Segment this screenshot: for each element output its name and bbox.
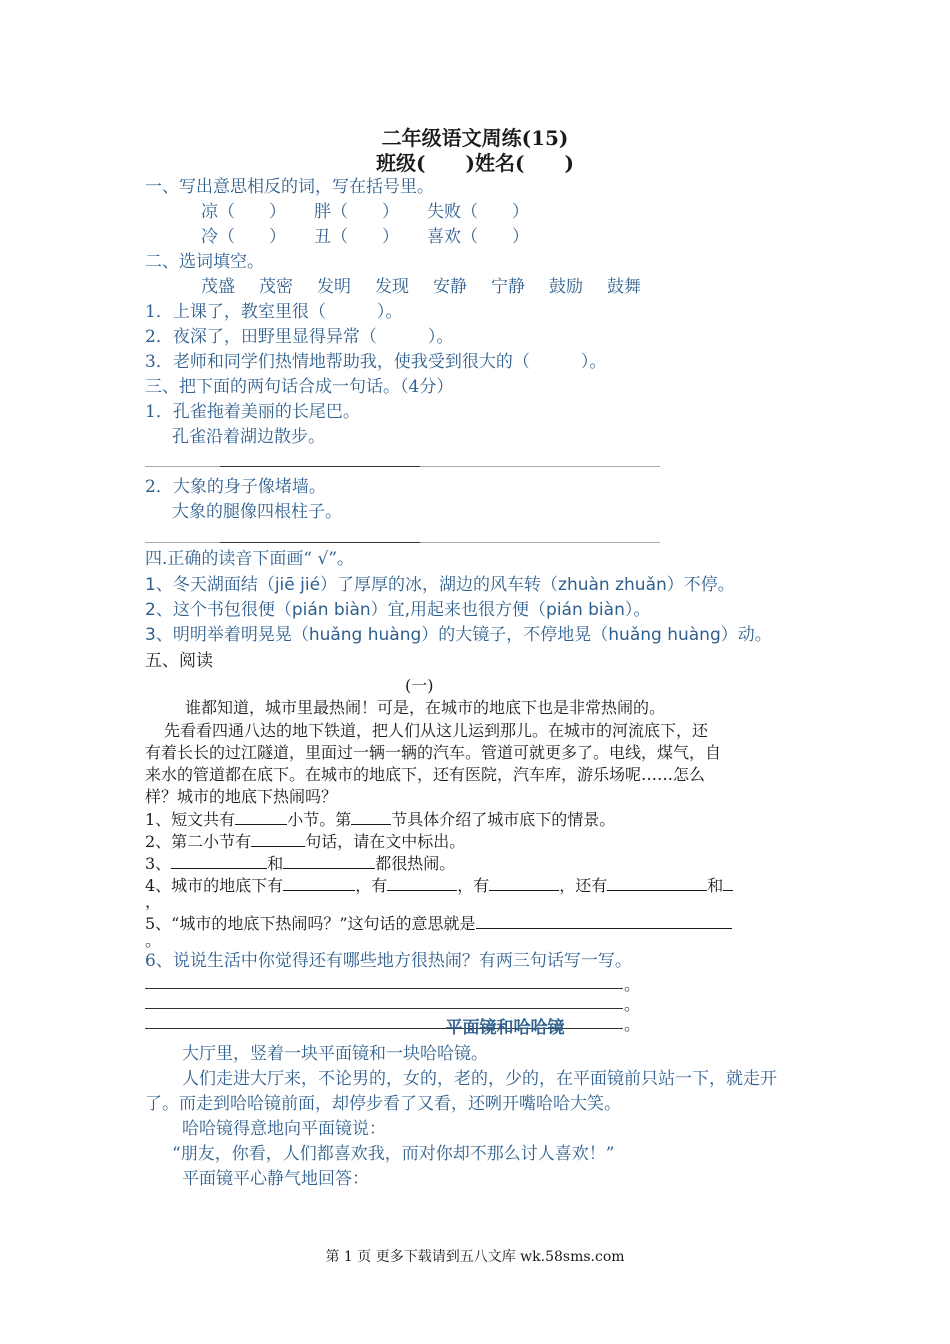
pinyin-question-1: 1、冬天湖面结（jiē jié）了厚厚的冰，湖边的风车转（zhuàn zhuǎn）不停。	[145, 575, 735, 595]
antonym-item: 胖（ ）	[314, 202, 399, 222]
section1-heading: 一、写出意思相反的词，写在括号里。	[145, 177, 434, 197]
reading-question-5-cont: 。	[145, 931, 162, 950]
reading-paragraph-2-line: 来水的管道都在底下。在城市的地底下，还有医院，汽车库，游乐场呢……怎么	[145, 765, 706, 784]
word-bank-item: 鼓励	[549, 277, 583, 297]
pinyin-question-3: 3、明明举着明晃晃（huǎng huàng）的大镜子，不停地晃（huǎng huàng）动。	[145, 625, 772, 645]
answer-line-emphasis	[220, 466, 420, 467]
combine-a-sentence-1: 1．孔雀拖着美丽的长尾巴。	[145, 402, 360, 422]
reading-question-5: 5、“城市的地底下热闹吗？”这句话的意思就是	[145, 912, 732, 935]
writing-line[interactable]	[145, 988, 623, 989]
section3-heading: 三、把下面的两句话合成一句话。（4分）	[145, 377, 454, 397]
word-bank	[201, 276, 665, 298]
antonym-item: 丑（ ）	[314, 227, 399, 247]
reading-question-2: 2、第二小节有 句话，请在文中标出。	[145, 832, 466, 851]
fill-question-1: 1．上课了，教室里很（ ）。	[145, 302, 403, 322]
fill-blank[interactable]	[489, 874, 559, 891]
reading-paragraph-2-line: 样？城市的地底下热闹吗？	[145, 787, 338, 806]
fill-blank[interactable]	[283, 874, 355, 891]
reading-question-6: 6、说说生活中你觉得还有哪些地方很热闹？有两三句话写一写。	[145, 951, 632, 971]
section4-heading: 四.正确的读音下面画“ √”。	[145, 549, 355, 569]
worksheet-title: 二年级语文周练(15)	[381, 126, 569, 150]
antonym-item: 冷（ ）	[201, 227, 286, 247]
story-title: 平面镜和哈哈镜	[445, 1018, 565, 1038]
fill-blank[interactable]	[723, 874, 733, 891]
antonym-item: 凉（ ）	[201, 202, 286, 222]
fill-blank[interactable]	[283, 852, 375, 869]
word-bank-item: 发现	[375, 277, 409, 297]
story-line: 哈哈镜得意地向平面镜说：	[182, 1119, 386, 1139]
story-line: 平面镜平心静气地回答：	[182, 1169, 369, 1189]
fill-question-2: 2．夜深了，田野里显得异常（ ）。	[145, 327, 454, 347]
section5-heading: 五、阅读	[145, 651, 213, 671]
word-bank-item: 茂密	[259, 277, 293, 297]
reading-question-4-cont: ，	[145, 892, 162, 911]
reading-question-4: 4、城市的地底下有 ，有 ，有 ，还有 和	[145, 874, 733, 897]
fill-question-3: 3．老师和同学们热情地帮助我，使我受到很大的（ ）。	[145, 352, 607, 372]
combine-b-sentence-2: 大象的腿像四根柱子。	[172, 502, 342, 522]
story-line: 了。而走到哈哈镜前面，却停步看了又看，还咧开嘴哈哈大笑。	[145, 1094, 621, 1114]
fill-blank[interactable]	[607, 874, 707, 891]
fill-blank[interactable]	[387, 874, 457, 891]
writing-line[interactable]	[145, 1008, 623, 1009]
antonym-item: 喜欢（ ）	[427, 227, 529, 247]
combine-a-sentence-2: 孔雀沿着湖边散步。	[172, 427, 325, 447]
section2-heading: 二、选词填空。	[145, 252, 264, 272]
line-end-mark: 。	[624, 1015, 641, 1034]
word-bank-item: 安静	[433, 277, 467, 297]
fill-blank[interactable]	[235, 808, 287, 825]
reading-paragraph-2-line: 先看看四通八达的地下铁道，把人们从这儿运到那儿。在城市的河流底下，还	[164, 721, 709, 740]
combine-b-sentence-1: 2．大象的身子像堵墙。	[145, 477, 326, 497]
line-end-mark: 。	[624, 995, 641, 1014]
class-name-line: 班级( )姓名( )	[376, 151, 574, 175]
reading-part-label: (一)	[405, 676, 434, 695]
word-bank-item: 宁静	[491, 277, 525, 297]
antonym-row-1	[201, 201, 540, 223]
fill-blank[interactable]	[476, 912, 732, 929]
word-bank-item: 茂盛	[201, 277, 235, 297]
reading-question-3: 3、 和 都很热闹。	[145, 854, 456, 873]
story-line: “朋友，你看，人们都喜欢我，而对你却不那么讨人喜欢！”	[172, 1144, 615, 1164]
reading-paragraph-2-line: 有着长长的过江隧道，里面过一辆一辆的汽车。管道可就更多了。电线，煤气，自	[145, 743, 722, 762]
fill-blank[interactable]	[251, 830, 305, 847]
story-line: 大厅里，竖着一块平面镜和一块哈哈镜。	[182, 1044, 488, 1064]
antonym-row-2	[201, 226, 540, 248]
page-footer: 第 1 页 更多下载请到五八文库 wk.58sms.com	[325, 1249, 625, 1265]
word-bank-item: 发明	[317, 277, 351, 297]
pinyin-question-2: 2、这个书包很便（pián biàn）宜,用起来也很方便（pián biàn）。	[145, 600, 651, 620]
reading-question-1: 1、短文共有 小节。第 节具体介绍了城市底下的情景。	[145, 810, 616, 829]
answer-line-emphasis	[220, 542, 420, 543]
antonym-item: 失败（ ）	[427, 202, 529, 222]
fill-blank[interactable]	[351, 808, 391, 825]
story-line: 人们走进大厅来，不论男的，女的，老的，少的，在平面镜前只站一下，就走开	[182, 1069, 777, 1089]
line-end-mark: 。	[624, 975, 641, 994]
reading-paragraph-1: 谁都知道，城市里最热闹！可是，在城市的地底下也是非常热闹的。	[185, 698, 666, 717]
fill-blank[interactable]	[171, 852, 267, 869]
word-bank-item: 鼓舞	[607, 277, 641, 297]
